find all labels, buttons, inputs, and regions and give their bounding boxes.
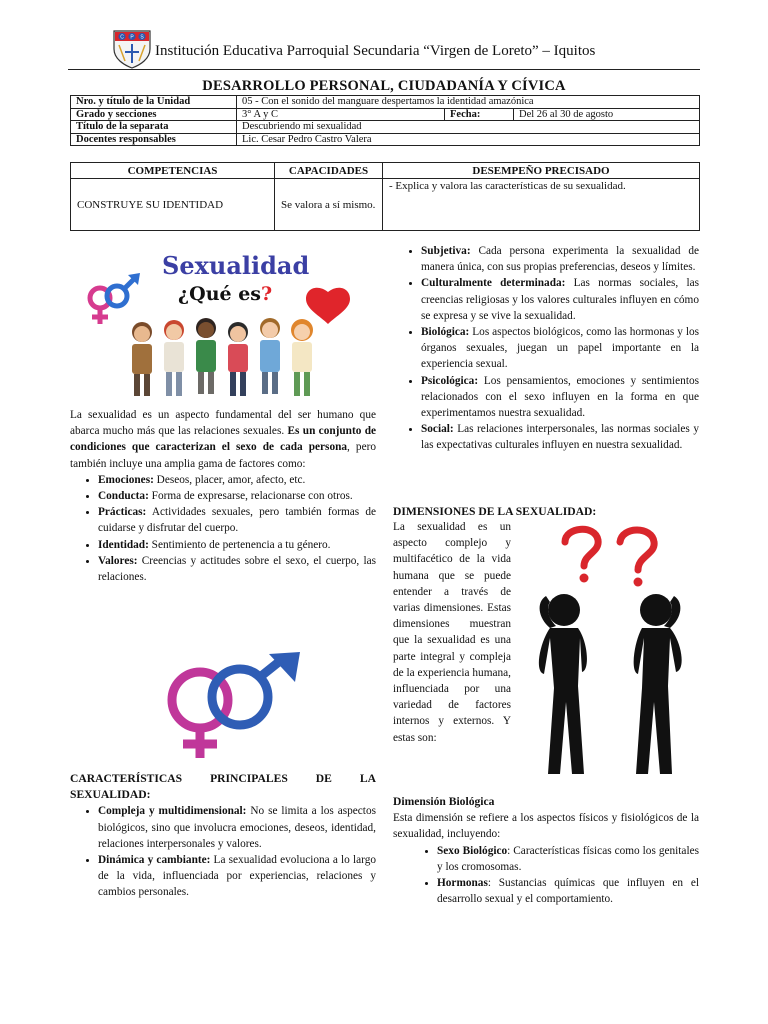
svg-text:P: P	[130, 34, 134, 41]
biological-dimension-section	[393, 794, 699, 907]
unit-value: 05 - Con el sonido del manguare despertamos la identidad amazónica	[237, 96, 700, 109]
intro-section	[70, 407, 376, 585]
list-item: • Sexo Biológico: Características físicas como los genitales y los cromosomas.	[437, 843, 699, 875]
grade-value: 3° A y C	[237, 108, 445, 121]
question-dot	[634, 578, 643, 587]
list-item: • Emociones: Deseos, placer, amor, afecto, etc.	[98, 472, 376, 488]
unit-label: Nro. y título de la Unidad	[71, 96, 237, 109]
heart-icon	[306, 288, 350, 324]
grade-label: Grado y secciones	[71, 108, 237, 121]
list-item: • Prácticas: Actividades sexuales, pero también formas de cuidarse y disfrutar del cuerpo.	[98, 504, 376, 536]
shield-logo-icon	[110, 27, 154, 69]
subject-title: DESARROLLO PERSONAL, CIUDADANÍA Y CÍVICA	[202, 78, 566, 94]
list-item: • Valores: Creencias y actitudes sobre el sexo, el cuerpo, las relaciones.	[98, 553, 376, 585]
characteristics-heading: CARACTERÍSTICAS PRINCIPALES DE LA SEXUALIDAD:	[70, 772, 376, 802]
list-item: • Dinámica y cambiante: La sexualidad evoluciona a lo largo de la vida, influenciada por experiencias, relaciones y cambios personales.	[98, 852, 376, 901]
sheet-title-label: Título de la separata	[71, 121, 237, 134]
institution-name: Institución Educativa Parroquial Secundaria “Virgen de Loreto” – Iquitos	[155, 43, 596, 59]
characteristics-list-continued	[393, 243, 699, 454]
capacities-header: CAPACIDADES	[275, 163, 383, 179]
competencies-table	[70, 162, 700, 231]
list-item: • Psicológica: Los pensamientos, emociones y sentimientos relacionados con el sexo influyen en la forma en que experimentamos nuestra sexualidad.	[421, 373, 699, 422]
gender-symbols-icon	[90, 273, 140, 324]
dimensions-heading: DIMENSIONES DE LA SEXUALIDAD:	[393, 505, 597, 518]
question-mark-icon	[565, 529, 654, 570]
characteristics-continued	[393, 243, 699, 454]
people-illustration	[132, 318, 313, 396]
teacher-value: Lic. Cesar Pedro Castro Valera	[237, 133, 700, 146]
biological-dimension-text: Esta dimensión se refiere a los aspectos físicos y fisiológicos de la sexualidad, incluyendo:	[393, 812, 699, 841]
gender-symbols-image	[145, 652, 305, 762]
performance-cell: - Explica y valora las características de su sexualidad.	[383, 179, 700, 231]
list-item: • Compleja y multidimensional: No se limita a los aspectos biológicos, sino que involucra emociones, deseos, identidad, relaciones interpersonales y valores.	[98, 803, 376, 852]
svg-text:S: S	[140, 34, 144, 41]
date-label: Fecha:	[445, 108, 514, 121]
poster-subtitle: ¿Qué es?	[178, 283, 273, 305]
dimensions-intro: La sexualidad es un aspecto complejo y multifacético de la vida humana que se puede entender a través de varias dimensiones. Estas dimensiones muestran que la sexualidad es una parte integral y compleja de la experiencia humana, influenciada por una variedad de factores internos y externos. Y estas son:	[393, 521, 511, 744]
list-item: • Culturalmente determinada: Las normas sociales, las creencias religiosas y los valores culturales influyen en cómo se expresa y se vive la sexualidad.	[421, 275, 699, 324]
svg-text:C: C	[120, 34, 124, 41]
list-item: • Subjetiva: Cada persona experimenta la sexualidad de manera única, con sus propias preferencias, deseos y límites.	[421, 243, 699, 275]
question-dot	[580, 574, 589, 583]
questioning-silhouettes-image	[520, 522, 700, 782]
characteristics-section	[70, 771, 376, 901]
school-logo	[110, 27, 154, 69]
performance-header: DESEMPEÑO PRECISADO	[383, 163, 700, 179]
biological-dimension-list	[393, 843, 699, 908]
characteristics-list	[70, 803, 376, 900]
list-item: • Identidad: Sentimiento de pertenencia a tu género.	[98, 537, 376, 553]
list-item: • Social: Las relaciones interpersonales, las normas sociales y las expectativas culturales influyen en nuestra sexualidad.	[421, 421, 699, 453]
biological-dimension-heading: Dimensión Biológica	[393, 795, 495, 808]
date-value: Del 26 al 30 de agosto	[514, 108, 700, 121]
intro-factor-list	[70, 472, 376, 585]
list-item: • Conducta: Forma de expresarse, relacionarse con otros.	[98, 488, 376, 504]
intro-paragraph: La sexualidad es un aspecto fundamental del ser humano que abarca mucho más que las relaciones sexuales. Es un conjunto de condiciones que caracterizan el sexo de cada persona, pero también incluye una amplia gama de factores como:	[70, 409, 376, 470]
capacity-cell: Se valora a sí mismo.	[275, 179, 383, 231]
header-divider	[68, 69, 700, 70]
unit-info-table	[70, 95, 700, 146]
sexuality-poster-image	[70, 244, 375, 404]
teacher-label: Docentes responsables	[71, 133, 237, 146]
competence-cell: CONSTRUYE SU IDENTIDAD	[71, 179, 275, 231]
sheet-title-value: Descubriendo mi sexualidad	[237, 121, 700, 134]
list-item: • Hormonas: Sustancias químicas que influyen en el desarrollo sexual y el comportamiento.	[437, 875, 699, 907]
poster-title: Sexualidad	[162, 251, 310, 280]
list-item: • Biológica: Los aspectos biológicos, como las hormonas y los órganos sexuales, juegan un papel importante en la experiencia sexual.	[421, 324, 699, 373]
competencies-header: COMPETENCIAS	[71, 163, 275, 179]
silhouette-icon	[539, 594, 682, 774]
